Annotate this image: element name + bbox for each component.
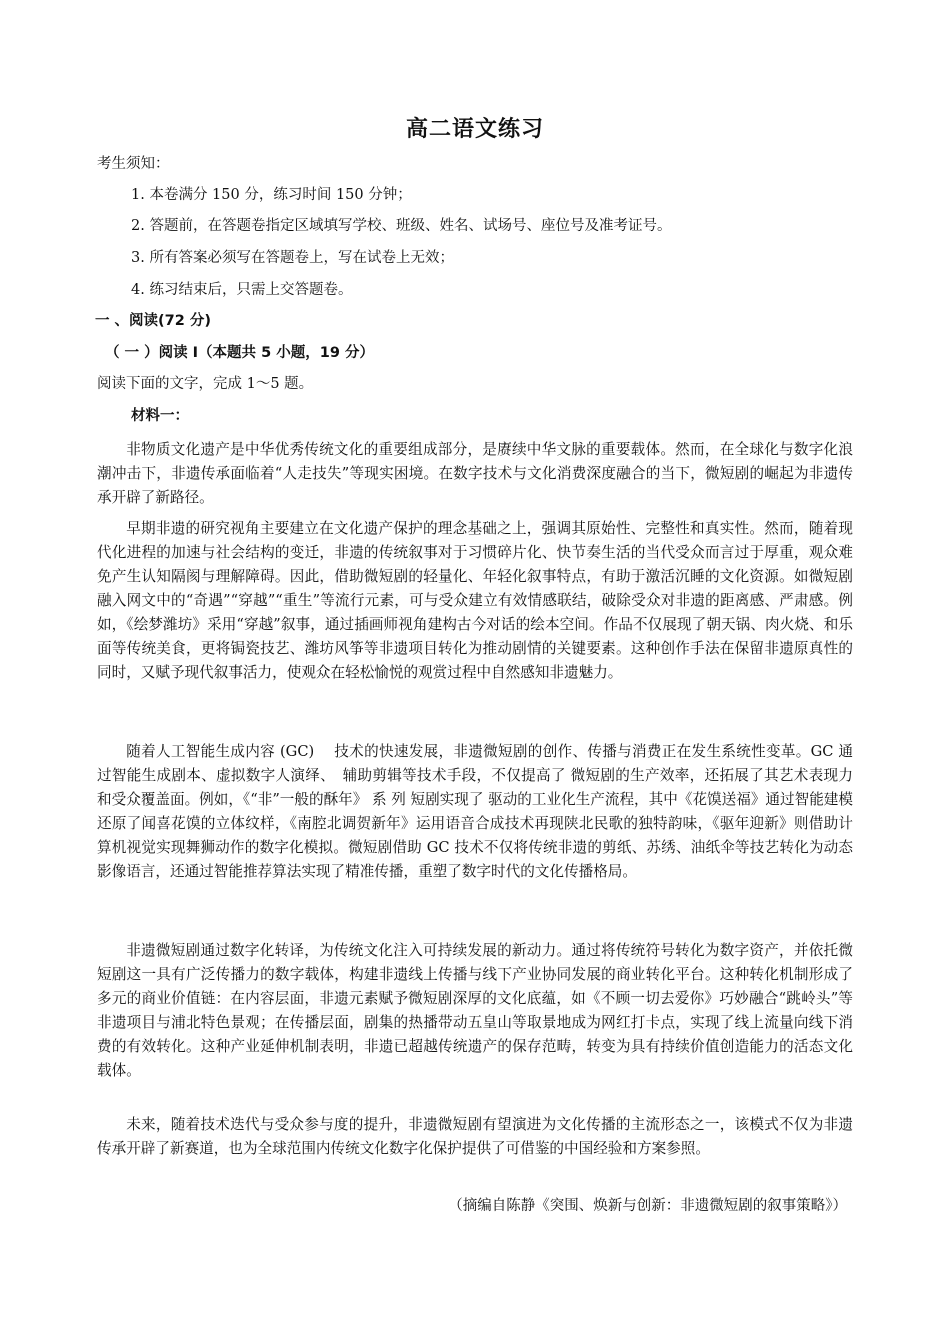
notice-item: 1. 本卷满分 150 分，练习时间 150 分钟； (131, 187, 412, 203)
material-label: 材料一： (131, 408, 189, 424)
notice-heading: 考生须知： (97, 156, 170, 172)
subsection-heading: （ 一 ）阅读 I（本题共 5 小题，19 分） (105, 345, 374, 361)
notice-item: 4. 练习结束后，只需上交答题卷。 (131, 282, 353, 298)
paragraph: 早期非遗的研究视角主要建立在文化遗产保护的理念基础之上，强调其原始性、完整性和真实性。然而，随着现代化进程的加速与社会结构的变迁，非遗的传统叙事对于习惯碎片化、快节奏生活的当代受众而言过于厚重，观众难免产生认知隔阂与理解障碍。因此，借助微短剧的轻量化、年轻化叙事特点，有助于激活沉睡的文化资源。如微短剧融入网文中的“奇遇”“穿越”“重生”等流行元素，可与受众建立有效情感联结，破除受众对非遗的距离感、严肃感。例如，《绘梦潍坊》采用“穿越”叙事，通过插画师视角建构古今对话的绘本空间。作品不仅展现了朝天锅、肉火烧、和乐面等传统美食，更将锔瓷技艺、潍坊风筝等非遗项目转化为推动剧情的关键要素。这种创作手法在保留非遗原真性的同时，又赋予现代叙事活力，使观众在轻松愉悦的观赏过程中自然感知非遗魅力。 (97, 520, 853, 681)
notice-item: 3. 所有答案必须写在答题卷上，写在试卷上无效； (131, 250, 454, 266)
page-title: 高二语文练习 (405, 117, 544, 142)
notice-item: 2. 答题前，在答题卷指定区域填写学校、班级、姓名、试场号、座位号及准考证号。 (131, 218, 672, 234)
source-citation: （摘编自陈静《突围、焕新与创新：非遗微短剧的叙事策略》） (448, 1198, 847, 1214)
paragraph: 非遗微短剧通过数字化转译，为传统文化注入可持续发展的新动力。通过将传统符号转化为数字资产，并依托微短剧这一具有广泛传播力的数字载体，构建非遗线上传播与线下产业协同发展的商业转化平台。这种转化机制形成了多元的商业价值链：在内容层面，非遗元素赋予微短剧深厚的文化底蕴，如《不顾一切去爱你》巧妙融合“跳岭头”等非遗项目与浦北特色景观；在传播层面，剧集的热播带动五皇山等取景地成为网红打卡点，实现了线上流量向线下消费的有效转化。这种产业延伸机制表明，非遗已超越传统遗产的保存范畴，转变为具有持续价值创造能力的活态文化载体。 (97, 942, 853, 1079)
paragraph: 未来，随着技术迭代与受众参与度的提升，非遗微短剧有望演进为文化传播的主流形态之一，该模式不仅为非遗传承开辟了新赛道，也为全球范围内传统文化数字化保护提供了可借鉴的中国经验和方案参照。 (97, 1116, 853, 1157)
paragraph: 随着人工智能生成内容 (GC) 技术的快速发展，非遗微短剧的创作、传播与消费正在发生系统性变革。GC 通过智能生成剧本、虚拟数字人演绎、 辅助剪辑等技术手段，不仅提高了 微短剧的生产效率，还拓展了其艺术表现力和受众覆盖面。例如，《“非”一般的酥年》 系 列 短剧实现了 驱动的工业化生产流程，其中《花馍送福》通过智能建模还原了闻喜花馍的立体纹样，《南腔北调贺新年》运用语音合成技术再现陕北民歌的独特韵味，《驱年迎新》则借助计算机视觉实现舞狮动作的数字化模拟。微短剧借助 GC 技术不仅将传统非遗的剪纸、苏绣、油纸伞等技艺转化为动态影像语言，还通过智能推荐算法实现了精准传播，重塑了数字时代的文化传播格局。 (97, 743, 853, 880)
section-heading: 一 、阅读(72 分) (95, 313, 212, 329)
paragraph: 非物质文化遗产是中华优秀传统文化的重要组成部分，是赓续中华文脉的重要载体。然而，在全球化与数字化浪潮冲击下，非遗传承面临着“人走技失”等现实困境。在数字技术与文化消费深度融合的当下，微短剧的崛起为非遗传承开辟了新路径。 (97, 441, 853, 506)
instruction: 阅读下面的文字，完成 1～5 题。 (97, 376, 314, 392)
